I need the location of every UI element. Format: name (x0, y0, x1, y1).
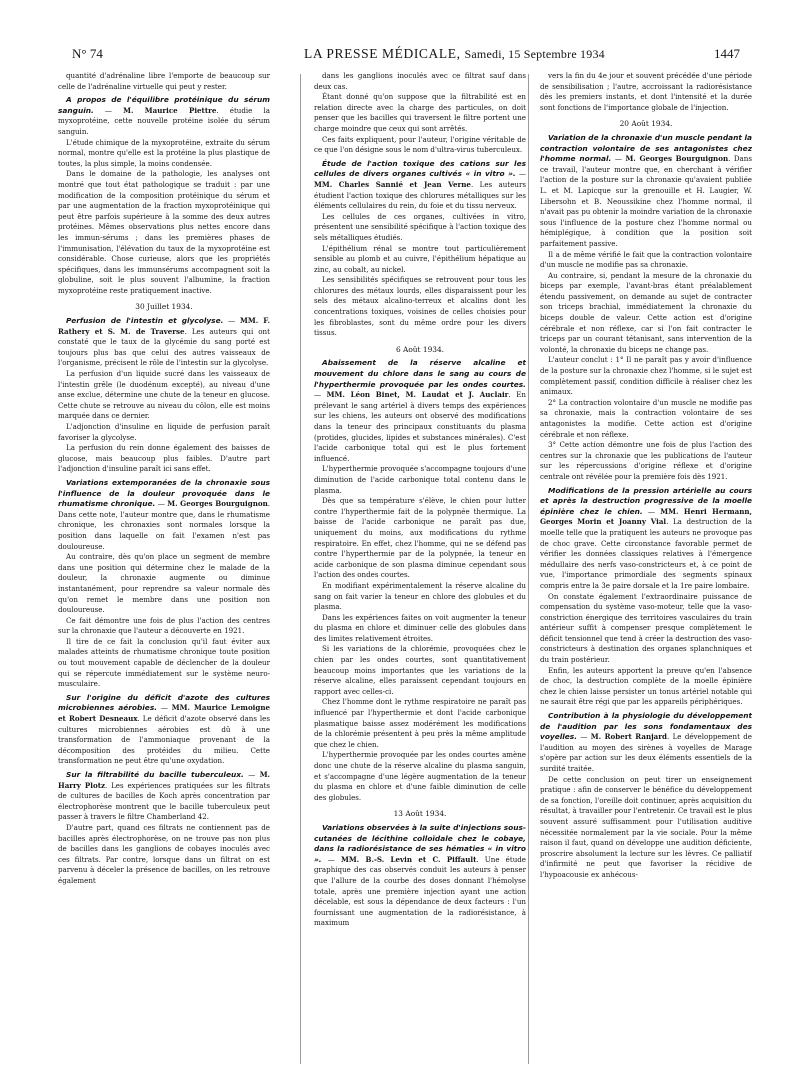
paragraph: Ces faits expliquent, pour l'auteur, l'origine véritable de ce que l'on désigne sous le nom d'ultra-virus tuberculeux. (314, 134, 526, 155)
issue-date: Samedi, 15 Septembre 1934 (464, 47, 605, 61)
paragraph-text: Les auteurs étudient l'action toxique des chlorures métalliques sur les éléments cellulaires du rein, du foie et du tissu nerveux. (314, 179, 526, 211)
article (540, 486, 752, 708)
article-title: Sur la filtrabilité du bacille tuberculeux. (66, 770, 244, 779)
paragraph-text: étudie la myxoprotéine, cette nouvelle protéine isolée du sérum sanguin. (58, 105, 270, 136)
article-authors: M. Harry Plotz (58, 770, 270, 790)
paragraph: Enfin, les auteurs apportent la preuve qu'en l'absence de choc, la destruction complète de la moelle épinière chez le chien laisse persister un tonus artériel notable qui ne saurait être régi que par les appareils périphériques. (540, 665, 752, 707)
paragraph-text: La destruction de la moelle telle que la pratiquent les auteurs ne provoque pas de choc grave. Cette circonstance favorable permet de vérifier les données classiques relatives à l'émergence médullaire des nerfs vaso-constricteurs et, à ce point de vue, l'importance primordiale des segments spinaux compris entre la 3e paire dorsale et la 1re paire lombaire. (540, 517, 752, 590)
article (58, 316, 270, 475)
column-2 (314, 68, 526, 1068)
article-title: Variations extemporanées de la chronaxie sous l'influence de la douleur provoquée dans le rhumatisme chronique. (58, 477, 270, 509)
paragraph: L'adjonction d'insuline en liquide de perfusion paraît favoriser la glycolyse. (58, 422, 270, 442)
article (540, 711, 752, 881)
paragraph: L'étude chimique de la myxoprotéine, extraite du sérum normal, montre qu'elle est la protéine la plus plastique de toutes, la plus simple, la moins condensée. (58, 137, 270, 168)
session-date: 6 Août 1934. (395, 344, 445, 354)
paragraph-text: Dans ce travail, l'auteur montre que, en cherchant à vérifier l'action de la posture sur la chronaxie qu'avaient publiée L. et M. Lapicque sur la grenouille et H. Laugier, W. Libersohn et B. Neoussikine chez l'homme normal, il n'avait pas pu obtenir la moindre variation de la chronaxie sous l'influence de la posture chez l'homme normal ou hémiplégique, à condition que la position soit parfaitement passive. (540, 154, 752, 248)
article (58, 693, 270, 767)
paragraph: De cette conclusion on peut tirer un enseignement pratique : afin de conserver le bénéfice du développement de sa fonction, l'oreille doit continuer, après acquisition du résultat, à travailler pour l'entretenir. Ce travail est le plus souvent assuré suffisamment pour l'utilisation auditive nécessitée normalement par la vie sociale. Pour la même raison il faut, quand on développe une audition déficiente, proscrire absolument la lecture sur les lèvres. Ce palliatif d'infirmité ne peut que favoriser la récidive de l'hypoacousie ex anhécous- (540, 774, 752, 879)
paragraph: Contribution à la physiologie du développement de l'audition par les sons fondamentaux des voyelles. — M. Robert Ranjard. Le développement de l'audition au moyen des sirènes à voyelles de Marage s'opère par action sur les deux éléments essentiels de la surdité traitée. (540, 711, 752, 773)
journal-name: LA PRESSE MÉDICALE, (304, 46, 461, 61)
paragraph: vers la fin du 4e jour et souvent précédée d'une période de sensibilisation ; l'autre, accroissant la radiorésistance dès les premiers instants, et dont l'intensité et la durée sont fonctions de l'importance globale de l'injection. (540, 71, 752, 112)
article-continuation (540, 71, 752, 113)
article-authors: MM. Maurice Lemoigne et Robert Desneaux (58, 703, 270, 724)
article-title: Étude de l'action toxique des cations sur les cellules de divers organes cultivés « in vitro ». (314, 158, 526, 179)
paragraph-text: Les expériences pratiquées sur les filtrats de cultures de bacilles de Koch après concentration par électrophorèse montrent que le bacille tuberculeux peut passer à travers le filtre Chamberland 42. (58, 780, 270, 822)
paragraph: Si les variations de la chlorémie, provoquées chez le chien par les ondes courtes, sont quantitativement beaucoup moins importantes que les variations de la réserve alcaline, elles paraissent cependant toujours en rapport avec celles-ci. (314, 644, 526, 696)
article (314, 358, 526, 803)
paragraph-text: Le développement de l'audition au moyen des sirènes à voyelles de Marage s'opère par action sur les deux éléments essentiels de la surdité traitée. (540, 732, 752, 773)
article-continuation (58, 71, 270, 92)
article-authors: MM. Charles Sannié et Jean Verne (314, 179, 471, 189)
article-authors: MM. F. Rathery et S. M. de Traverse (58, 316, 270, 336)
paragraph-text: Dans cette note, l'auteur montre que, dans le rhumatisme chronique, les chronaxies sont normales lorsque la position dans laquelle on fait l'examen n'est pas douloureuse. (58, 509, 270, 551)
paragraph: Dans les expériences faites on voit augmenter la teneur du plasma en chlore et diminuer celle des globules dans des limites relativement étroites. (314, 612, 526, 643)
article-authors: M. Georges Bourguignon (625, 154, 729, 164)
paragraph-text: Une étude graphique des cas observés conduit les auteurs à penser que l'allure de la courbe des doses donnant l'hémolyse totale, après une première injection ayant une action décelable, est sous la dépendance de deux facteurs : l'un fournissant une augmentation de la radiorésistance, à maximum (314, 854, 526, 928)
paragraph: Sur l'origine du déficit d'azote des cultures microbiennes aérobies. — MM. Maurice Lemoigne et Robert Desneaux. Le déficit d'azote observé dans les cultures microbiennes aérobies est dû à une transformation de l'ammoniaque provenant de la décomposition des protéides du milieu. Cette transformation ne peut être qu'une oxydation. (58, 692, 270, 766)
paragraph: Dans le domaine de la pathologie, les analyses ont montré que tout état pathologique se traduit : par une modification de la composition protéinique du sérum et par une augmentation de la fraction myxoprotéinique qui peut être parfois supérieure à la somme des deux autres protéines. Mêmes observations plus nettes encore dans les immun-sérums ; dans les premières phases de l'immunisation, l'élévation du taux de la myxoprotéine est considérable. Chose curieuse, alors que les propriétés spécifiques, dans les immunsérums accompagnent soit la globuline, soit le plus souvent l'albumine, la fraction myxoprotéine reste pratiquement inactive. (58, 169, 270, 295)
paragraph: L'hyperthermie provoquée par les ondes courtes amène donc une chute de la réserve alcaline du plasma sanguin, et s'accompagne d'une légère augmentation de la teneur du plasma en chlore et d'une faible diminution de celle des globules. (314, 750, 526, 802)
paragraph: Les sensibilités spécifiques se retrouvent pour tous les chlorures des métaux lourds, elles disparaissent pour les sels des métaux alcalino-terreux et alcalins dont les concentrations toxiques, voisines de celles choisies pour les fibroblastes, sont du même ordre pour les divers tissus. (314, 275, 526, 338)
paragraph: Ce fait démontre une fois de plus l'action des centres sur la chronaxie que l'auteur a découverte en 1921. (58, 615, 270, 636)
paragraph: L'épithélium rénal se montre tout particulièrement sensible au plomb et au cuivre, l'épithélium hépatique au zinc, au cobalt, au nickel. (314, 243, 526, 274)
paragraph-text: En prélevant le sang artériel à divers temps des expériences sur les chiens, les auteurs ont observé des modifications dans la teneur des principaux constituants du plasma (protides, glucides, lipides et substances minérales). C'est l'acide carbonique total qui est le plus fortement influencé. (314, 390, 526, 463)
article-authors: M. Georges Bourguignon (167, 499, 268, 509)
paragraph: Dès que sa température s'élève, le chien pour lutter contre l'hyperthermie fait de la polypnée thermique. La baisse de l'acide carbonique ne paraît pas due, uniquement du moins, aux modifications du rythme respiratoire. En effet, chez l'homme, qui ne se défend pas contre l'hyperthermie par de la polypnée, la teneur en acide carbonique de son plasma diminue cependant sous l'action des ondes courtes. (314, 496, 526, 580)
session-date: 30 Juillet 1934. (135, 302, 193, 312)
paragraph: 3° Cette action démontre une fois de plus l'action des centres sur la chronaxie que les publications de l'auteur sur les répercussions d'origine réflexe et d'origine centrale ont révélée pour la première fois dès 1921. (540, 440, 752, 481)
paragraph: En modifiant expérimentalement la réserve alcaline du sang on fait varier la teneur en chlore des globules et du plasma. (314, 580, 526, 612)
column-divider (300, 74, 301, 1064)
issue-number: N° 74 (72, 46, 103, 61)
paragraph: On constate également l'extraordinaire puissance de compensation du système vaso-moteur, telle que la vaso-constriction énergique des territoires vasculaires du train antérieur suffit à compenser presque complètement le déficit tensionnel que tend à créer la destruction des vaso-constricteurs à destination des organes splanchniques et du train postérieur. (540, 591, 752, 665)
paragraph: Variation de la chronaxie d'un muscle pendant la contraction volontaire de ses antagonistes chez l'homme normal. — M. Georges Bourguignon. Dans ce travail, l'auteur montre que, en cherchant à vérifier l'action de la posture sur la chronaxie qu'avaient publiée L. et M. Lapicque sur la grenouille et H. Laugier, W. Libersohn et B. Neoussikine chez l'homme normal, il n'avait pas pu obtenir la moindre variation de la chronaxie sous l'influence de la posture chez l'homme normal ou hémiplégique, à condition que la position soit parfaitement passive. (540, 132, 752, 248)
paragraph: Les cellules de ces organes, cultivées in vitro, présentent une sensibilité spécifique à l'action toxique des sels métalliques étudiés. (314, 211, 526, 242)
session-date: 20 Août 1934. (619, 119, 673, 129)
page-number: 1447 (714, 46, 740, 61)
article-title: A propos de l'équilibre protéinique du sérum sanguin. (58, 95, 270, 115)
paragraph: Abaissement de la réserve alcaline et mouvement du chlore dans le sang au cours de l'hyperthermie provoquée par les ondes courtes. — MM. Léon Binet, M. Laudat et J. Auclair. En prélevant le sang artériel à divers temps des expériences sur les chiens, les auteurs ont observé des modifications dans la teneur des principaux constituants du plasma (protides, glucides, lipides et substances minérales). C'est l'acide carbonique total qui est le plus fortement influencé. (314, 358, 526, 463)
column-3 (540, 68, 752, 1068)
article (314, 823, 526, 929)
paragraph: L'hyperthermie provoquée s'accompagne toujours d'une diminution de l'acide carbonique total contenu dans le plasma. (314, 464, 526, 495)
paragraph: Variations observées à la suite d'injections sous-cutanées de lécithine colloïdale chez le cobaye, dans la radiorésistance de ses hématies « in vitro ». — MM. B.-S. Levin et C. Piffault. Une étude graphique des cas observés conduit les auteurs à penser que l'allure de la courbe des doses donnant l'hémolyse totale, après une première injection ayant une action décelable, est sous la dépendance de deux facteurs : l'un fournissant une augmentation de la radiorésistance, à maximum (314, 822, 526, 928)
article-authors: MM. Léon Binet, M. Laudat et J. Auclair (326, 390, 509, 400)
paragraph: quantité d'adrénaline libre l'emporte de beaucoup sur celle de l'adrénaline virtuelle qui peut y rester. (58, 71, 270, 91)
paragraph-text: Le déficit d'azote observé dans les cultures microbiennes aérobies est dû à une transformation de l'ammoniaque provenant de la décomposition des protéides du milieu. Cette transformation ne peut être qu'une oxydation. (58, 714, 270, 766)
paragraph: Sur la filtrabilité du bacille tuberculeux. — M. Harry Plotz. Les expériences pratiquées sur les filtrats de cultures de bacilles de Koch après concentration par électrophorèse montrent que le bacille tuberculeux peut passer à travers le filtre Chamberland 42. (58, 770, 270, 822)
article-title: Variation de la chronaxie d'un muscle pendant la contraction volontaire de ses antagonistes chez l'homme normal. (540, 132, 752, 164)
column-divider (528, 74, 529, 1064)
paragraph: Variations extemporanées de la chronaxie sous l'influence de la douleur provoquée dans le rhumatisme chronique. — M. Georges Bourguignon. Dans cette note, l'auteur montre que, dans le rhumatisme chronique, les chronaxies sont normales lorsque la position dans laquelle on fait l'examen n'est pas douloureuse. (58, 477, 270, 551)
article-title: Perfusion de l'intestin et glycolyse. (66, 316, 224, 326)
paragraph: Au contraire, dès qu'on place un segment de membre dans une position qui détermine chez le malade de la douleur, la chronaxie augmente ou diminue instantanément, pour reprendre sa valeur normale dès qu'on remet le membre dans une position non douloureuse. (58, 552, 270, 615)
paragraph: La perfusion du rein donne également des baisses de glucose, mais beaucoup plus faibles. D'autre part l'adjonction d'insuline paraît ici sans effet. (58, 443, 270, 474)
paragraph: dans les ganglions inoculés avec ce filtrat sauf dans deux cas. (314, 71, 526, 91)
paragraph: La perfusion d'un liquide sucré dans les vaisseaux de l'intestin grêle (le duodénum excepté), au niveau d'une anse exclue, détermine une chute de la teneur en glucose. Cette chute se retrouve au niveau du côlon, elle est moins marquée dans ce dernier. (58, 369, 270, 421)
article-authors: MM. Henri Hermann, Georges Morin et Joanny Vial (540, 506, 752, 527)
article-continuation (314, 71, 526, 156)
session-date: 13 Août 1934. (393, 809, 447, 819)
paragraph: A propos de l'équilibre protéinique du sérum sanguin. — M. Maurice Piettre. étudie la myxoprotéine, cette nouvelle protéine isolée du sérum sanguin. (58, 95, 270, 136)
article-title: Abaissement de la réserve alcaline et mouvement du chlore dans le sang au cours de l'hyperthermie provoquée par les ondes courtes. (314, 358, 526, 389)
article-authors: M. Maurice Piettre (123, 105, 217, 115)
column-1 (58, 68, 270, 1068)
paragraph: Chez l'homme dont le rythme respiratoire ne paraît pas influencé par l'hyperthermie et dont l'acide carbonique plasmatique baisse assez modérément les modifications de la chlorémie présentent à peu près la même amplitude que chez le chien. (314, 697, 526, 749)
article-title: Modifications de la pression artérielle au cours et après la destruction progressive de la moelle épinière chez le chien. (540, 485, 752, 516)
page-header (72, 46, 740, 66)
paragraph: Modifications de la pression artérielle au cours et après la destruction progressive de la moelle épinière chez le chien. — MM. Henri Hermann, Georges Morin et Joanny Vial. La destruction de la moelle telle que la pratiquent les auteurs ne provoque pas de choc grave. Cette circonstance favorable permet de vérifier les données classiques relatives à l'émergence médullaire des nerfs vaso-constricteurs et, à ce point de vue, l'importance primordiale des segments spinaux compris entre la 3e paire dorsale et la 1re paire lombaire. (540, 485, 752, 590)
article-title: Variations observées à la suite d'injections sous-cutanées de lécithine colloïdale chez le cobaye, dans la radiorésistance de ses hématies « in vitro ». (314, 822, 526, 864)
paragraph: Perfusion de l'intestin et glycolyse. — MM. F. Rathery et S. M. de Traverse. Les auteurs qui ont constaté que le taux de la glycémie du sang porté est toujours plus bas que celui des autres vaisseaux de l'organisme, précisent le rôle de l'intestin sur la glycolyse. (58, 316, 270, 368)
paragraph: 2° La contraction volontaire d'un muscle ne modifie pas sa chronaxie, mais la contraction volontaire de ses antagonistes la modifie. Cette action est d'origine cérébrale et non réflexe. (540, 397, 752, 439)
paragraph: D'autre part, quand ces filtrats ne contiennent pas de bacilles après électrophorèse, on ne trouve pas non plus de bacilles dans les ganglions de cobayes inoculés avec ces filtrats. Par contre, lorsque dans un filtrat on est parvenu à déceler la présence de bacilles, on les retrouve également (58, 822, 270, 885)
journal-title (304, 46, 605, 62)
article (314, 159, 526, 339)
paragraph: Au contraire, si, pendant la mesure de la chronaxie du biceps par exemple, l'avant-bras étant préalablement étendu passivement, on demande au sujet de contracter son triceps brachial, immédiatement la chronaxie du biceps double de valeur. Cette action est d'origine cérébrale et non réflexe, car si l'on fait contracter le triceps par un courant tétanisant, sans intervention de la volonté, la chronaxie du biceps ne change pas. (540, 270, 752, 354)
paragraph: L'auteur conclut : 1° Il ne paraît pas y avoir d'influence de la posture sur la chronaxie chez l'homme, si le sujet est complètement passif, condition difficile à réaliser chez les animaux. (540, 355, 752, 397)
paragraph: Étude de l'action toxique des cations sur les cellules de divers organes cultivés « in vitro ». — MM. Charles Sannié et Jean Verne. Les auteurs étudient l'action toxique des chlorures métalliques sur les éléments cellulaires du rein, du foie et du tissu nerveux. (314, 158, 526, 211)
article-title: Sur l'origine du déficit d'azote des cultures microbiennes aérobies. (58, 692, 270, 713)
article (58, 95, 270, 296)
article-authors: MM. B.-S. Levin et C. Piffault (340, 854, 477, 864)
article-authors: M. Robert Ranjard (590, 732, 667, 742)
article (540, 133, 752, 483)
article (58, 478, 270, 690)
article-title: Contribution à la physiologie du développement de l'audition par les sons fondamentaux des voyelles. (540, 711, 752, 742)
paragraph-text: Les auteurs qui ont constaté que le taux de la glycémie du sang porté est toujours plus bas que celui des autres vaisseaux de l'organisme, précisent le rôle de l'intestin sur la glycolyse. (58, 326, 270, 368)
paragraph: Il tire de ce fait la conclusion qu'il faut éviter aux malades atteints de rhumatisme chronique toute position ou tout mouvement capable de déclencher de la douleur qui se répercute immédiatement sur le système neuro-musculaire. (58, 636, 270, 689)
paragraph: Il a de même vérifié le fait que la contraction volontaire d'un muscle ne modifie pas sa chronaxie. (540, 249, 752, 270)
article (58, 770, 270, 887)
paragraph: Étant donné qu'on suppose que la filtrabilité est en relation directe avec la charge des particules, on doit penser que les bacilles qui traversent le filtre portent une charge moindre que ceux qui sont arrêtés. (314, 92, 526, 133)
